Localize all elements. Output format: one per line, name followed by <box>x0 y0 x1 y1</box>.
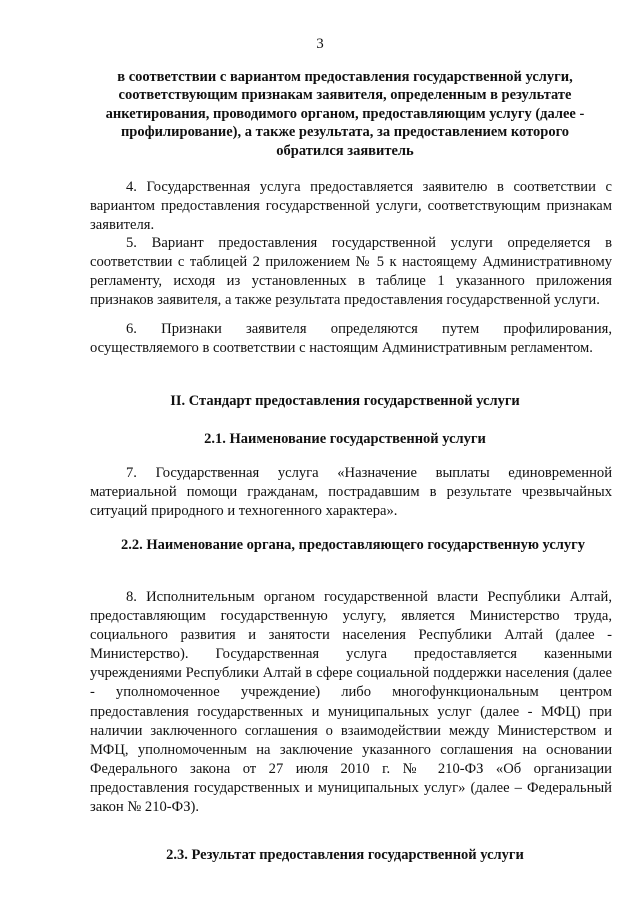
intro-heading: в соответствии с вариантом предоставления государственной услуги, соответствующим признакам заявителя, определенным в результате анкетирования, проводимого органом, предоставляющим услугу (далее - профилирование), а также результата, за предоставлением которого обратился заявитель <box>105 69 585 159</box>
subsection-2-2-title: 2.2. Наименование органа, предоставляющего государственную услугу <box>120 537 586 553</box>
paragraph-7: 7. Государственная услуга «Назначение выплаты единовременной материальной помощи гражданам, пострадавшим в результате чрезвычайных ситуаций природного и техногенного характера». <box>90 465 612 520</box>
section-2-title: II. Стандарт предоставления государственной услуги <box>170 393 520 409</box>
subsection-2-1-title: 2.1. Наименование государственной услуги <box>204 431 486 447</box>
subsection-2-3-title: 2.3. Результат предоставления государственной услуги <box>166 847 524 863</box>
paragraph-8: 8. Исполнительным органом государственной власти Республики Алтай, предоставляющим государственную услугу, является Министерство труда, социального развития и занятости населения Республики Алтай (далее - Министерство). Государственная услуга предоставляется казенными учреждениями Республики Алтай в сфере социальной поддержки населения (далее - уполномоченное учреждение) либо многофункциональным центром предоставления государственных и муниципальных услуг (далее - МФЦ) при наличии заключенного соглашения о взаимодействии между Министерством и МФЦ, уполномоченным на заключение указанного соглашения на основании Федерального закона от 27 июля 2010 г. № 210-ФЗ «Об организации предоставления государственных и муниципальных услуг» (далее – Федеральный закон № 210-ФЗ). <box>90 589 612 816</box>
page-number: 3 <box>316 36 324 52</box>
paragraph-6: 6. Признаки заявителя определяются путем профилирования, осуществляемого в соответствии с настоящим Административным регламентом. <box>90 321 612 357</box>
paragraph-4: 4. Государственная услуга предоставляется заявителю в соответствии с вариантом предоставления государственной услуги, соответствующим признакам заявителя. <box>90 179 612 234</box>
paragraph-5: 5. Вариант предоставления государственной услуги определяется в соответствии с таблицей 2 приложением № 5 к настоящему Административному регламенту, исходя из установленных в таблице 1 указанного приложения признаков заявителя, а также результата предоставления государственной услуги. <box>90 235 612 309</box>
